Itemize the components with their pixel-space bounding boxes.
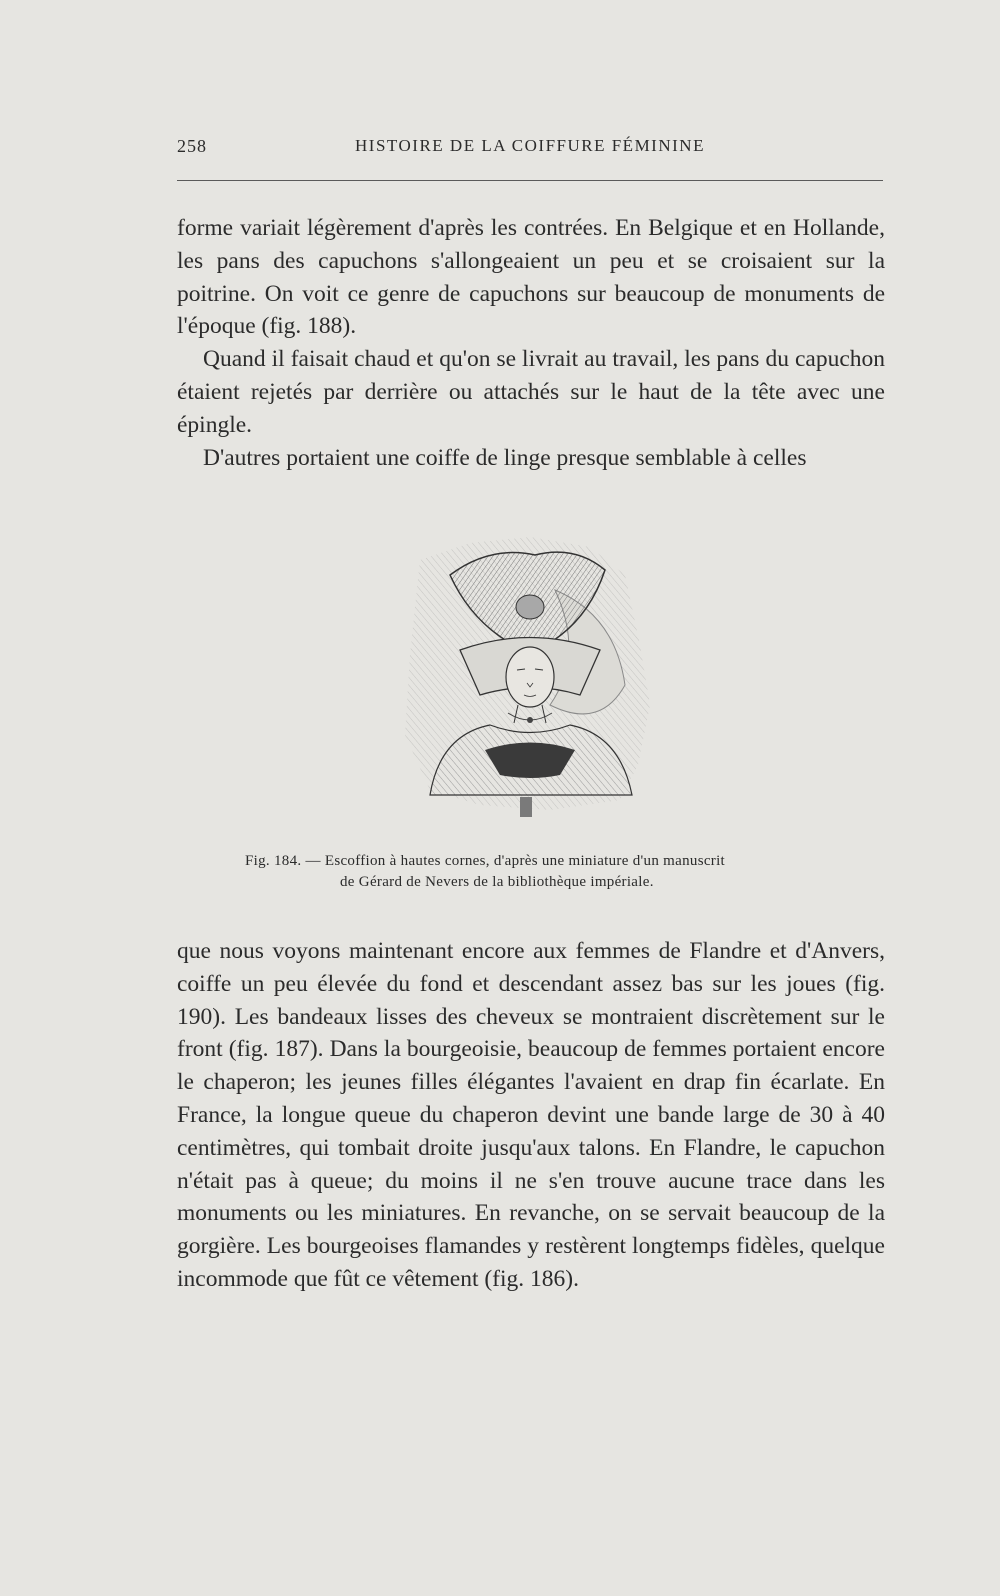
caption-line-1: Fig. 184. — Escoffion à hautes cornes, d'après une miniature d'un manuscrit bbox=[245, 853, 726, 869]
figure-caption bbox=[245, 851, 825, 893]
figure-illustration bbox=[400, 535, 660, 825]
paragraph: forme variait légèrement d'après les contrées. En Belgique et en Hollande, les pans des capuchons s'allongeaient un peu et se croisaient sur la poitrine. On voit ce genre de capuchons sur beaucoup de monuments de l'époque (fig. 188). bbox=[177, 215, 885, 340]
text-block-bottom bbox=[177, 935, 885, 1296]
paragraph: Quand il faisait chaud et qu'on se livrait au travail, les pans du capuchon étaient rejetés par derrière ou attachés sur le haut de la tête avec une épingle. bbox=[177, 346, 885, 438]
paragraph: que nous voyons maintenant encore aux femmes de Flandre et d'Anvers, coiffe un peu élevée du fond et descendant assez bas sur les joues (fig. 190). Les bandeaux lisses des cheveux se montraient discrètement sur le front (fig. 187). Dans la bourgeoisie, beaucoup de femmes portaient encore le chaperon; les jeunes filles élégantes l'avaient en drap fin écarlate. En France, la longue queue du chaperon devint une bande large de 30 à 40 centimètres, qui tombait droite jusqu'aux talons. En Flandre, le capuchon n'était pas à queue; du moins il ne s'en trouve aucune trace dans les monuments ou les miniatures. En revanche, on se servait beaucoup de la gorgière. Les bourgeoises flamandes y restèrent longtemps fidèles, quelque incommode que fût ce vêtement (fig. 186). bbox=[177, 938, 885, 1292]
running-title: HISTOIRE DE LA COIFFURE FÉMININE bbox=[355, 136, 705, 155]
text-block-top bbox=[177, 212, 885, 474]
running-head bbox=[177, 136, 883, 162]
page-number: 258 bbox=[177, 136, 207, 156]
header-rule bbox=[177, 180, 883, 181]
escoffion-engraving bbox=[400, 535, 660, 825]
paragraph: D'autres portaient une coiffe de linge presque semblable à celles bbox=[203, 444, 807, 471]
caption-line-2: de Gérard de Nevers de la bibliothèque impériale. bbox=[340, 874, 654, 890]
